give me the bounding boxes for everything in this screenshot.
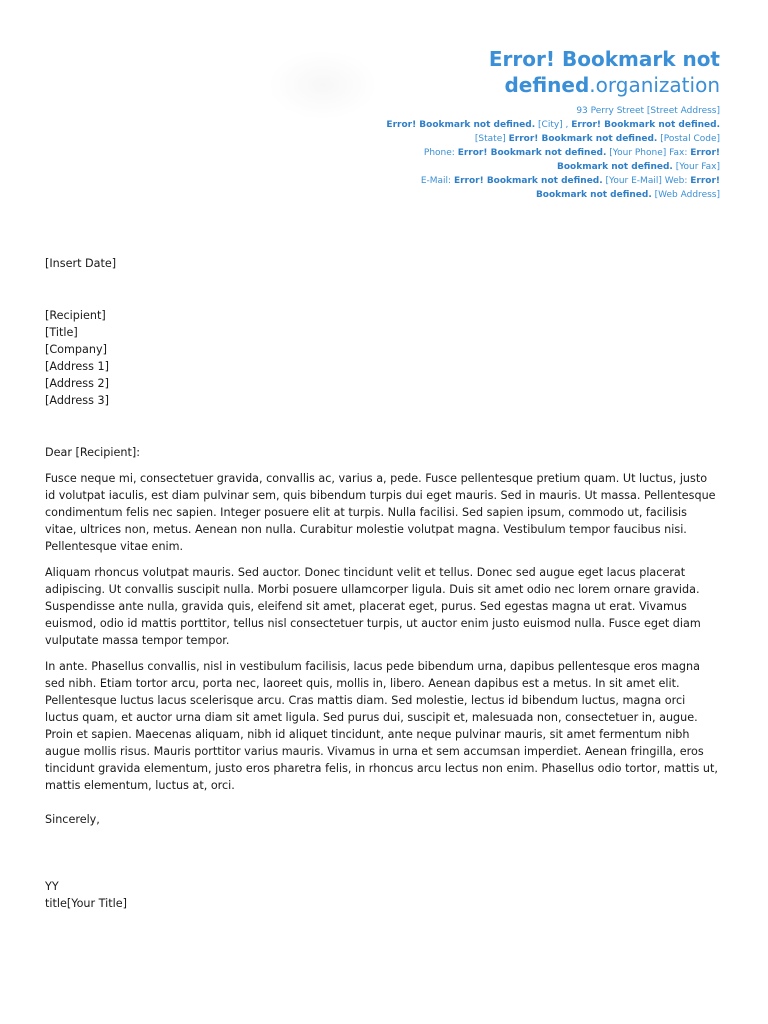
bookmark-error-text: Error! Bookmark not defined. — [571, 120, 720, 130]
recipient-address-3: [Address 3] — [45, 394, 109, 407]
bookmark-error-text: Error! Bookmark not defined. — [453, 176, 603, 186]
closing: Sincerely, — [45, 813, 100, 826]
contact-text: [Your E-Mail] Web: — [602, 176, 691, 186]
letter-body — [45, 255, 720, 912]
contact-text: E-Mail: — [420, 176, 454, 186]
bookmark-error-text: Error! Bookmark not defined. — [386, 120, 536, 130]
contact-text: [Your Phone] Fax: — [606, 148, 691, 158]
salutation: Dear [Recipient]: — [45, 446, 140, 459]
body-paragraph: Fusce neque mi, consectetuer gravida, convallis ac, varius a, pede. Fusce pellentesque pretium quam. Ut luctus, justo id volutpat iaculis, est diam pulvinar sem, quis bibendum turpis dui eget mauris. Sed in mauris. Ut massa. Pellentesque condimentum felis nec sapien. Integer posuere elit at turpis. Nulla facilisi. Sed sapien ipsum, commodo ut, facilisis vitae, ultrices non, metus. Aenean non nulla. Curabitur molestie volutpat magna. Vestibulum tempor faucibus nisi. Pellentesque vitae enim. — [45, 472, 716, 553]
body-paragraph: In ante. Phasellus convallis, nisl in vestibulum facilisis, lacus pede bibendum urna, dapibus pellentesque eros magna sed nibh. Etiam tortor arcu, porta nec, laoreet quis, mollis in, libero. Aenean dapibus est a metus. In sit amet elit. Pellentesque luctus lacus scelerisque arcu. Cras mattis diam. Sed molestie, lectus id bibendum luctus, magna orci luctus quam, et auctor urna diam sit amet ligula. Sed purus dui, suscipit et, malesuada non, consectetuer in, augue. Proin et sapien. Maecenas aliquam, nibh id aliquet tincidunt, ante neque pulvinar mauris, sit amet fermentum nibh augue mollis risus. Mauris porttitor varius mauris. Vivamus in urna et sem accumsan imperdiet. Aenean fringilla, eros tincidunt gravida elementum, justo eros pharetra felis, in rhoncus arcu lectus non enim. Phasellus odio tortor, mattis ut, mattis elementum, luctus at, orci. — [45, 660, 718, 792]
recipient-name: [Recipient] — [45, 309, 106, 322]
contact-text: [Web Address] — [651, 190, 720, 200]
recipient-address-1: [Address 1] — [45, 360, 109, 373]
contact-block — [300, 104, 720, 202]
bookmark-error-text: Error! Bookmark not defined. — [457, 148, 607, 158]
recipient-company: [Company] — [45, 343, 107, 356]
recipient-address-2: [Address 2] — [45, 377, 109, 390]
bookmark-error-text: Error! Bookmark not defined. — [508, 134, 658, 144]
signer-title: title[Your Title] — [45, 897, 128, 910]
bookmark-error-text: Bookmark not defined. — [535, 190, 652, 200]
organization-name — [300, 46, 720, 98]
contact-line — [300, 160, 720, 174]
recipient-title: [Title] — [45, 326, 78, 339]
bookmark-error-text: Error! — [690, 148, 720, 158]
bookmark-error-text: Error! — [690, 176, 720, 186]
organization-name-suffix: .organization — [589, 73, 720, 97]
body-paragraph: Aliquam rhoncus volutpat mauris. Sed auctor. Donec tincidunt velit et tellus. Donec sed augue eget lacus placerat adipiscing. Ut convallis suscipit nulla. Morbi posuere ullamcorper ligula. Duis sit amet odio nec lorem ornare gravida. Suspendisse ante nulla, gravida quis, eleifend sit amet, placerat eget, purus. Sed egestas magna ut erat. Vivamus euismod, odio id mattis porttitor, tellus nisl consectetuer turpis, ut auctor enim justo euismod nulla. Fusce eget diam vulputate massa tempor tempor. — [45, 566, 701, 647]
contact-line — [300, 146, 720, 160]
contact-line — [300, 174, 720, 188]
signer-name: YY — [45, 880, 59, 893]
contact-line — [300, 118, 720, 132]
contact-text: Phone: — [423, 148, 458, 158]
letter-date: [Insert Date] — [45, 257, 117, 270]
contact-text: [City] , — [535, 120, 572, 130]
contact-text: [State] — [474, 134, 509, 144]
contact-text: [Your Fax] — [672, 162, 720, 172]
contact-line — [300, 104, 720, 118]
contact-text: 93 Perry Street [Street Address] — [576, 106, 720, 116]
organization-name-error: Error! Bookmark not defined — [488, 47, 720, 97]
contact-text: [Postal Code] — [657, 134, 720, 144]
contact-line — [300, 132, 720, 146]
letterhead — [300, 46, 720, 202]
contact-line — [300, 188, 720, 202]
bookmark-error-text: Bookmark not defined. — [557, 162, 673, 172]
